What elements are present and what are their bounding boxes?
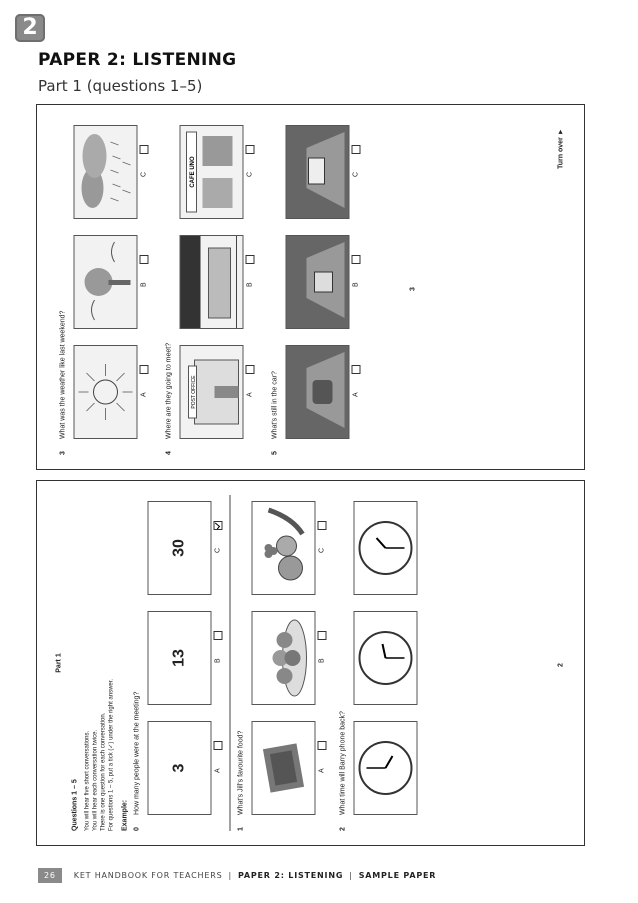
example-picture-b: 13 bbox=[147, 611, 211, 705]
q3-picture-b-windy bbox=[73, 235, 137, 329]
svg-text:CAFE UNO: CAFE UNO bbox=[189, 156, 196, 188]
q4-picture-b-station bbox=[179, 235, 243, 329]
q1-option-c[interactable]: C bbox=[317, 521, 326, 553]
q2-picture-a-clock bbox=[353, 721, 417, 815]
q1-checkbox-c[interactable] bbox=[317, 521, 326, 530]
q1-checkbox-b[interactable] bbox=[317, 631, 326, 640]
example-option-c[interactable]: C bbox=[213, 521, 222, 553]
q4-picture-a-post-office bbox=[179, 345, 243, 439]
exam-page-3-content bbox=[37, 105, 584, 469]
q3-checkbox-b[interactable] bbox=[139, 255, 148, 264]
q5-option-a[interactable]: A bbox=[351, 365, 360, 397]
q2-picture-b-clock bbox=[353, 611, 417, 705]
example-picture-a: 3 bbox=[147, 721, 211, 815]
q5-checkbox-c[interactable] bbox=[351, 145, 360, 154]
q5-option-c[interactable]: C bbox=[351, 145, 360, 177]
exam-page-2-content bbox=[37, 481, 584, 845]
divider bbox=[229, 495, 230, 831]
exam-page-number-2: 2 bbox=[557, 663, 564, 667]
q4-checkbox-a[interactable] bbox=[245, 365, 254, 374]
q3-option-c[interactable]: C bbox=[139, 145, 148, 177]
footer-paper-title: PAPER 2: LISTENING bbox=[237, 871, 344, 880]
q2-picture-c-clock bbox=[353, 501, 417, 595]
footer-sample-label: SAMPLE PAPER bbox=[358, 871, 437, 880]
q4-option-c[interactable]: C bbox=[245, 145, 254, 177]
example-option-b[interactable]: B bbox=[213, 631, 222, 663]
instructions: You will hear five short conversations. You will hear each conversation twice. There is one question for each conversation. For questions 1 – 5, put a tick (✓) under the right answer. bbox=[84, 678, 114, 831]
q3-option-a[interactable]: A bbox=[139, 365, 148, 397]
exam-page-3-image bbox=[36, 104, 585, 470]
page-footer bbox=[38, 868, 436, 883]
example-option-a[interactable]: A bbox=[213, 741, 222, 773]
question-1-label: 1What's Jill's favourite food? bbox=[237, 730, 244, 831]
q4-checkbox-b[interactable] bbox=[245, 255, 254, 264]
q5-checkbox-a[interactable] bbox=[351, 365, 360, 374]
footer-separator-2: | bbox=[349, 871, 353, 880]
page-subtitle: Part 1 (questions 1–5) bbox=[38, 77, 203, 95]
question-3-label: 3What was the weather like last weekend? bbox=[59, 310, 66, 455]
footer-separator: | bbox=[228, 871, 232, 880]
q1-option-a[interactable]: A bbox=[317, 741, 326, 773]
footer-page-number: 26 bbox=[38, 868, 62, 883]
q3-option-b[interactable]: B bbox=[139, 255, 148, 287]
question-2-label: 2What time will Barry phone back? bbox=[339, 711, 346, 831]
question-4-label: 4Where are they going to meet? bbox=[165, 342, 172, 455]
svg-text:POST OFFICE: POST OFFICE bbox=[190, 375, 197, 409]
exam-page-number-3: 3 bbox=[409, 287, 416, 291]
q1-option-b[interactable]: B bbox=[317, 631, 326, 663]
q5-picture-c-box bbox=[285, 125, 349, 219]
example-checkbox-a[interactable] bbox=[213, 741, 222, 750]
q1-picture-c-fruit bbox=[251, 501, 315, 595]
questions-heading: Questions 1 – 5 bbox=[71, 779, 78, 831]
q1-picture-a-chocolate bbox=[251, 721, 315, 815]
page-title: PAPER 2: LISTENING bbox=[38, 50, 237, 70]
exam-page-2-image bbox=[36, 480, 585, 846]
q4-option-a[interactable]: A bbox=[245, 365, 254, 397]
q4-picture-c-cafe bbox=[179, 125, 243, 219]
question-5-label: 5What's still in the car? bbox=[271, 371, 278, 455]
example-checkbox-b[interactable] bbox=[213, 631, 222, 640]
q4-checkbox-c[interactable] bbox=[245, 145, 254, 154]
example-question-label: 0How many people were at the meeting? bbox=[133, 691, 140, 831]
example-label: Example: bbox=[121, 799, 128, 831]
q5-option-b[interactable]: B bbox=[351, 255, 360, 287]
turn-over-label: Turn over ► bbox=[557, 128, 564, 169]
q3-checkbox-c[interactable] bbox=[139, 145, 148, 154]
q1-checkbox-a[interactable] bbox=[317, 741, 326, 750]
q5-picture-b-bag bbox=[285, 235, 349, 329]
example-checkbox-c-ticked[interactable] bbox=[213, 521, 222, 530]
q1-picture-b-cakes bbox=[251, 611, 315, 705]
q3-checkbox-a[interactable] bbox=[139, 365, 148, 374]
section-number-badge: 2 bbox=[15, 14, 45, 42]
q3-picture-a-sunny bbox=[73, 345, 137, 439]
q3-picture-c-rainy bbox=[73, 125, 137, 219]
q5-picture-a-car-seat bbox=[285, 345, 349, 439]
q5-checkbox-b[interactable] bbox=[351, 255, 360, 264]
q4-option-b[interactable]: B bbox=[245, 255, 254, 287]
example-picture-c: 30 bbox=[147, 501, 211, 595]
part-heading: Part 1 bbox=[55, 653, 62, 673]
footer-handbook-title: KET HANDBOOK FOR TEACHERS bbox=[73, 871, 223, 880]
